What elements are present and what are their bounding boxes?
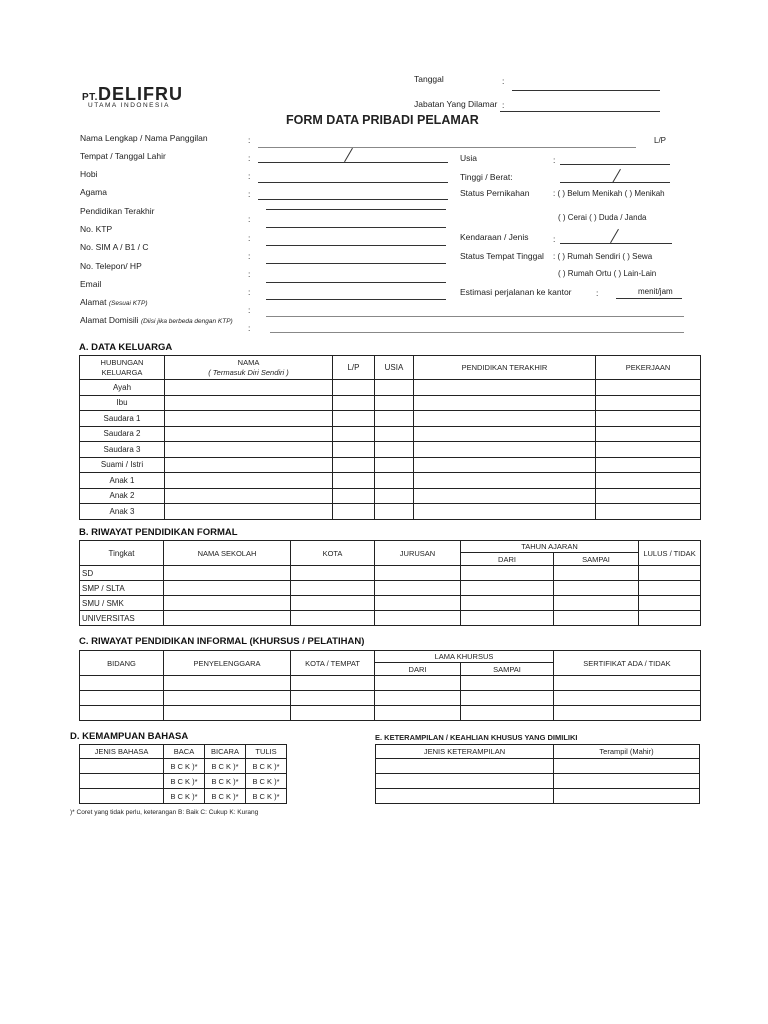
header-hubungan: HUBUNGAN KELUARGA	[80, 356, 165, 380]
bck-cell[interactable]: B C K )*	[164, 789, 205, 804]
colon: :	[248, 323, 251, 333]
alamat-label	[80, 297, 148, 307]
agama-field[interactable]	[258, 199, 448, 200]
relation-cell: Saudara 3	[80, 442, 165, 458]
input-cell[interactable]	[375, 395, 414, 411]
input-cell[interactable]	[165, 442, 333, 458]
header-nama: NAMA ( Termasuk Diri Sendiri )	[165, 356, 333, 380]
sim-field[interactable]	[266, 245, 446, 246]
informal-education-table	[79, 650, 701, 721]
bck-cell[interactable]: B C K )*	[164, 759, 205, 774]
input-cell[interactable]	[596, 395, 701, 411]
input-cell[interactable]	[375, 488, 414, 504]
kendaraan-field[interactable]	[560, 243, 672, 244]
bck-cell[interactable]: B C K )*	[164, 774, 205, 789]
input-cell[interactable]	[554, 596, 639, 611]
relation-cell: Anak 2	[80, 488, 165, 504]
input-cell[interactable]	[554, 611, 639, 626]
header-sampai: SAMPAI	[554, 553, 639, 566]
relation-cell: Saudara 1	[80, 411, 165, 427]
formal-education-table	[79, 540, 701, 626]
input-cell[interactable]	[375, 442, 414, 458]
table-row[interactable]	[376, 789, 700, 804]
colon: :	[248, 251, 251, 261]
input-cell[interactable]	[639, 566, 701, 581]
colon: :	[248, 171, 251, 181]
table-header-row	[80, 356, 701, 380]
menit-jam-label: menit/jam	[638, 287, 673, 296]
input-cell[interactable]	[596, 473, 701, 489]
section-b-title: B. RIWAYAT PENDIDIKAN FORMAL	[79, 527, 238, 538]
input-cell[interactable]	[165, 380, 333, 396]
header-lulus: LULUS / TIDAK	[639, 541, 701, 566]
header-lama-khursus: LAMA KHURSUS	[375, 651, 554, 663]
colon: :	[553, 155, 556, 165]
email-field[interactable]	[266, 282, 446, 283]
colon: :	[248, 287, 251, 297]
email-label: Email	[80, 279, 102, 289]
tanggal-colon: :	[502, 76, 505, 86]
alamat-field[interactable]	[266, 299, 446, 300]
input-cell[interactable]	[291, 596, 375, 611]
level-cell: SMP / SLTA	[80, 581, 164, 596]
input-cell[interactable]	[375, 596, 461, 611]
header-pendidikan: PENDIDIKAN TERAKHIR	[414, 356, 596, 380]
footnote: )* Coret yang tidak perlu, keterangan B: Baik C: Cukup K: Kurang	[70, 809, 259, 816]
relation-cell: Anak 3	[80, 504, 165, 520]
header-tahun-ajaran: TAHUN AJARAN	[461, 541, 639, 553]
input-cell[interactable]	[333, 473, 375, 489]
status-pernikahan-label: Status Pernikahan	[460, 188, 530, 198]
table-row[interactable]	[80, 380, 701, 396]
relation-cell: Suami / Istri	[80, 457, 165, 473]
table-row[interactable]	[80, 566, 701, 581]
table-header-row	[376, 745, 700, 759]
input-cell[interactable]	[291, 566, 375, 581]
header-kota: KOTA	[291, 541, 375, 566]
input-cell[interactable]	[375, 504, 414, 520]
input-cell[interactable]	[164, 611, 291, 626]
table-row[interactable]	[80, 691, 701, 706]
input-cell[interactable]	[414, 457, 596, 473]
header-jenis-bahasa: JENIS BAHASA	[80, 745, 164, 759]
table-row[interactable]	[80, 611, 701, 626]
company-logo	[82, 84, 183, 109]
table-row[interactable]	[80, 581, 701, 596]
table-row[interactable]	[80, 706, 701, 721]
estimasi-field[interactable]	[616, 298, 682, 299]
colon: :	[248, 305, 251, 315]
alamat-field-2[interactable]	[266, 316, 684, 317]
input-cell[interactable]	[375, 380, 414, 396]
input-cell[interactable]	[414, 473, 596, 489]
input-cell[interactable]	[596, 504, 701, 520]
table-header-row	[80, 651, 701, 663]
header-bidang: BIDANG	[80, 651, 164, 676]
pendidikan-label: Pendidikan Terakhir	[80, 206, 155, 216]
input-cell[interactable]	[639, 611, 701, 626]
level-cell: SMU / SMK	[80, 596, 164, 611]
header-tulis: TULIS	[246, 745, 287, 759]
header-bicara: BICARA	[205, 745, 246, 759]
table-row[interactable]	[80, 395, 701, 411]
input-cell[interactable]	[375, 457, 414, 473]
form-title: FORM DATA PRIBADI PELAMAR	[286, 113, 479, 127]
relation-cell: Anak 1	[80, 473, 165, 489]
input-cell[interactable]	[461, 611, 554, 626]
input-cell[interactable]	[596, 442, 701, 458]
ktp-field[interactable]	[266, 227, 446, 228]
input-cell[interactable]	[554, 581, 639, 596]
input-cell[interactable]	[165, 457, 333, 473]
tanggal-label: Tanggal	[414, 74, 444, 84]
table-row[interactable]	[80, 789, 287, 804]
table-row[interactable]	[376, 759, 700, 774]
usia-field[interactable]	[560, 164, 670, 165]
logo-subtitle: UTAMA INDONESIA	[88, 102, 170, 109]
slash-mark	[344, 148, 353, 162]
colon: :	[248, 233, 251, 243]
header-kota-tempat: KOTA / TEMPAT	[291, 651, 375, 676]
sim-label: No. SIM A / B1 / C	[80, 242, 149, 252]
input-cell[interactable]	[596, 488, 701, 504]
input-cell[interactable]	[164, 581, 291, 596]
input-cell[interactable]	[596, 457, 701, 473]
input-cell[interactable]	[414, 411, 596, 427]
slash-mark	[610, 229, 619, 243]
header-dari: DARI	[375, 663, 461, 676]
tinggal-options-1[interactable]: : ( ) Rumah Sendiri ( ) Sewa	[553, 252, 653, 261]
table-header-row	[80, 541, 701, 553]
input-cell[interactable]	[333, 442, 375, 458]
estimasi-label: Estimasi perjalanan ke kantor	[460, 287, 572, 297]
input-cell[interactable]	[164, 566, 291, 581]
input-cell[interactable]	[164, 596, 291, 611]
input-cell[interactable]	[596, 426, 701, 442]
input-cell[interactable]	[80, 774, 164, 789]
telepon-label: No. Telepon/ HP	[80, 261, 142, 271]
input-cell[interactable]	[291, 581, 375, 596]
header-terampil: Terampil (Mahir)	[554, 745, 700, 759]
family-table	[79, 355, 701, 520]
table-row[interactable]	[80, 759, 287, 774]
jabatan-label: Jabatan Yang Dilamar	[414, 99, 498, 109]
bck-cell[interactable]: B C K )*	[246, 774, 287, 789]
bck-cell[interactable]: B C K )*	[246, 759, 287, 774]
input-cell[interactable]	[375, 581, 461, 596]
input-cell[interactable]	[375, 473, 414, 489]
logo-name: DELIFRU	[97, 84, 183, 104]
ktp-label: No. KTP	[80, 224, 113, 234]
input-cell[interactable]	[80, 789, 164, 804]
domisili-note: (Diisi jika berbeda dengan KTP)	[140, 318, 233, 325]
table-row[interactable]	[80, 457, 701, 473]
table-row[interactable]	[80, 426, 701, 442]
header-baca: BACA	[164, 745, 205, 759]
input-cell[interactable]	[596, 411, 701, 427]
header-penyelenggara: PENYELENGGARA	[164, 651, 291, 676]
input-cell[interactable]	[165, 395, 333, 411]
domisili-field[interactable]	[270, 332, 684, 333]
tinggi-berat-label: Tinggi / Berat:	[460, 172, 513, 182]
nama-field[interactable]	[258, 147, 636, 148]
input-cell[interactable]	[414, 426, 596, 442]
input-cell[interactable]	[375, 566, 461, 581]
table-row[interactable]	[80, 676, 701, 691]
relation-cell: Saudara 2	[80, 426, 165, 442]
bck-cell[interactable]: B C K )*	[205, 759, 246, 774]
hobi-field[interactable]	[258, 182, 448, 183]
colon: :	[596, 288, 599, 298]
table-row[interactable]	[376, 774, 700, 789]
language-table	[79, 744, 287, 804]
tinggi-berat-field[interactable]	[560, 182, 670, 183]
input-cell[interactable]	[414, 488, 596, 504]
level-cell: UNIVERSITAS	[80, 611, 164, 626]
relation-cell: Ayah	[80, 380, 165, 396]
table-row[interactable]	[80, 504, 701, 520]
alamat-text: Alamat	[80, 297, 107, 307]
colon: :	[248, 153, 251, 163]
hobi-label: Hobi	[80, 169, 98, 179]
header-dari: DARI	[461, 553, 554, 566]
input-cell[interactable]	[165, 473, 333, 489]
table-row[interactable]	[80, 411, 701, 427]
section-a-title: A. DATA KELUARGA	[79, 342, 173, 353]
jabatan-field[interactable]	[500, 111, 660, 112]
domisili-label	[80, 315, 233, 325]
status-options-1[interactable]: : ( ) Belum Menikah ( ) Menikah	[553, 189, 665, 198]
input-cell[interactable]	[461, 566, 554, 581]
input-cell[interactable]	[554, 566, 639, 581]
input-cell[interactable]	[414, 442, 596, 458]
input-cell[interactable]	[165, 488, 333, 504]
tempat-tinggal-label: Status Tempat Tinggal	[460, 251, 544, 261]
input-cell[interactable]	[333, 380, 375, 396]
colon: :	[248, 269, 251, 279]
header-jenis-keterampilan: JENIS KETERAMPILAN	[376, 745, 554, 759]
input-cell[interactable]	[333, 488, 375, 504]
nama-label: Nama Lengkap / Nama Panggilan	[80, 133, 208, 143]
input-cell[interactable]	[333, 426, 375, 442]
header-nama-sekolah: NAMA SEKOLAH	[164, 541, 291, 566]
header-usia: USIA	[375, 356, 414, 380]
input-cell[interactable]	[80, 759, 164, 774]
header-sampai: SAMPAI	[461, 663, 554, 676]
header-jurusan: JURUSAN	[375, 541, 461, 566]
header-tingkat: Tingkat	[80, 541, 164, 566]
header-lp: L/P	[333, 356, 375, 380]
alamat-note: (Sesuai KTP)	[108, 300, 148, 307]
input-cell[interactable]	[165, 504, 333, 520]
skills-table	[375, 744, 700, 804]
section-d-title: D. KEMAMPUAN BAHASA	[70, 731, 189, 742]
logo-pt: PT.	[82, 92, 98, 103]
input-cell[interactable]	[639, 596, 701, 611]
agama-label: Agama	[80, 187, 107, 197]
bck-cell[interactable]: B C K )*	[205, 774, 246, 789]
table-row[interactable]	[80, 774, 287, 789]
relation-cell: Ibu	[80, 395, 165, 411]
input-cell[interactable]	[639, 581, 701, 596]
table-row[interactable]	[80, 596, 701, 611]
tanggal-field[interactable]	[512, 90, 660, 91]
input-cell[interactable]	[414, 380, 596, 396]
header-pekerjaan: PEKERJAAN	[596, 356, 701, 380]
input-cell[interactable]	[414, 504, 596, 520]
usia-label: Usia	[460, 153, 478, 163]
input-cell[interactable]	[375, 611, 461, 626]
colon: :	[248, 135, 251, 145]
pendidikan-field[interactable]	[266, 209, 446, 210]
telepon-field[interactable]	[266, 263, 446, 264]
bck-cell[interactable]: B C K )*	[205, 789, 246, 804]
table-row[interactable]	[80, 473, 701, 489]
input-cell[interactable]	[333, 504, 375, 520]
input-cell[interactable]	[165, 426, 333, 442]
tinggal-options-2[interactable]: ( ) Rumah Ortu ( ) Lain-Lain	[558, 269, 657, 278]
kendaraan-label: Kendaraan / Jenis	[460, 232, 529, 242]
section-c-title: C. RIWAYAT PENDIDIKAN INFORMAL (KHURSUS / PELATIHAN)	[79, 636, 365, 647]
table-header-row	[80, 745, 287, 759]
domisili-text: Alamat Domisili	[80, 315, 139, 325]
input-cell[interactable]	[333, 395, 375, 411]
input-cell[interactable]	[333, 411, 375, 427]
input-cell[interactable]	[165, 411, 333, 427]
input-cell[interactable]	[414, 395, 596, 411]
bck-cell[interactable]: B C K )*	[246, 789, 287, 804]
section-e-title: E. KETERAMPILAN / KEAHLIAN KHUSUS YANG DIMILIKI	[375, 733, 578, 742]
colon: :	[553, 234, 556, 244]
input-cell[interactable]	[461, 596, 554, 611]
colon: :	[248, 214, 251, 224]
colon: :	[248, 189, 251, 199]
lp-label: L/P	[654, 136, 667, 145]
level-cell: SD	[80, 566, 164, 581]
table-row[interactable]	[80, 488, 701, 504]
input-cell[interactable]	[375, 411, 414, 427]
header-sertifikat: SERTIFIKAT ADA / TIDAK	[554, 651, 701, 676]
input-cell[interactable]	[461, 581, 554, 596]
input-cell[interactable]	[291, 611, 375, 626]
table-row[interactable]	[80, 442, 701, 458]
input-cell[interactable]	[375, 426, 414, 442]
jabatan-colon: :	[502, 100, 505, 110]
tempat-lahir-label: Tempat / Tanggal Lahir	[80, 151, 166, 161]
tempat-lahir-field[interactable]	[258, 162, 448, 163]
status-options-2[interactable]: ( ) Cerai ( ) Duda / Janda	[558, 213, 647, 222]
input-cell[interactable]	[596, 380, 701, 396]
input-cell[interactable]	[333, 457, 375, 473]
